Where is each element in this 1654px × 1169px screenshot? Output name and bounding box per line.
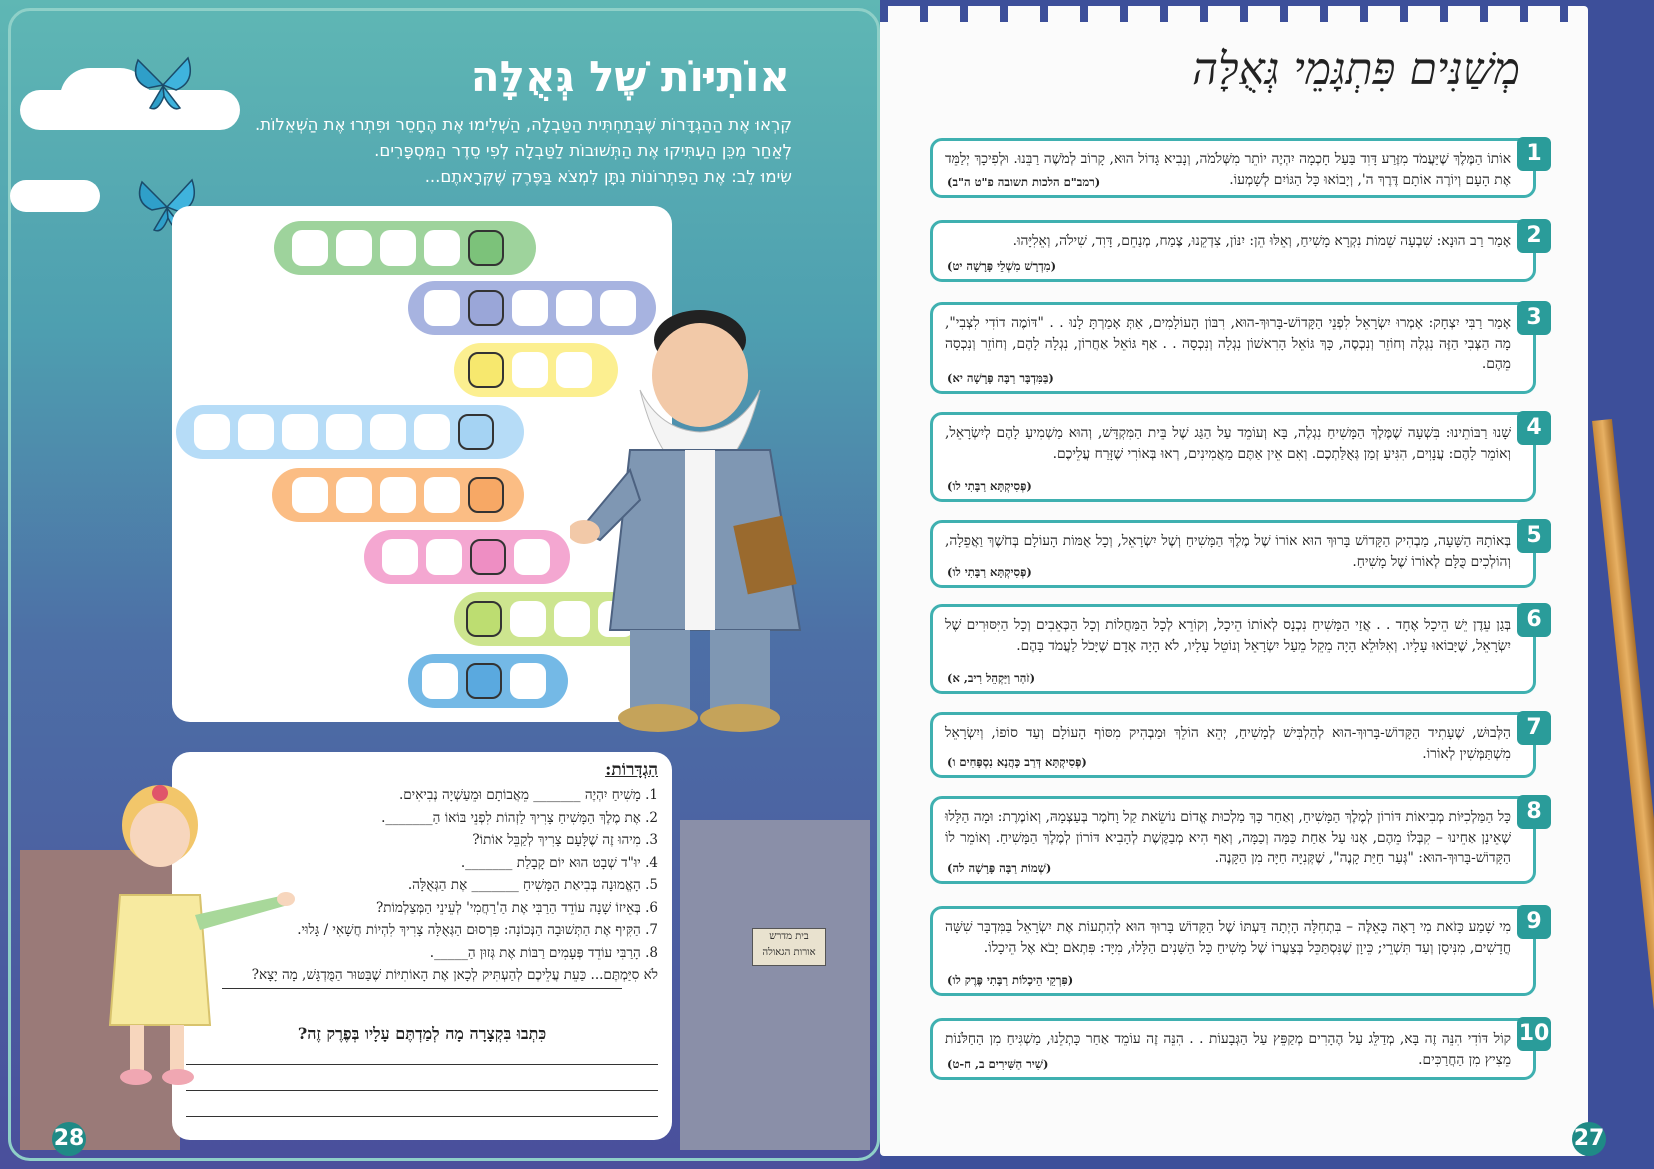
quote-box xyxy=(930,138,1542,198)
puzzle-cell[interactable] xyxy=(370,414,406,450)
cloud-illustration xyxy=(10,180,100,212)
puzzle-cell[interactable] xyxy=(194,414,230,450)
quote-number: 4 xyxy=(1517,411,1551,445)
puzzle-cell[interactable] xyxy=(238,414,274,450)
puzzle-key-cell[interactable] xyxy=(458,414,494,450)
quote-text: קוֹל דּוֹדִי הִנֵּה זֶה בָּא, מְדַלֵּג עַל הֶהָרִים מְקַפֵּץ עַל הַגְּבָעוֹת . . הִנֵּה זֶה עוֹמֵד אַחַר כָּתְלֵנוּ, מַשְׁגִּיחַ מִן הַחַלֹּנוֹת מֵצִיץ מִן הַחֲרַכִּים. xyxy=(945,1031,1511,1068)
butterfly-icon xyxy=(128,50,198,120)
puzzle-cell[interactable] xyxy=(512,352,548,388)
quote-number: 8 xyxy=(1517,795,1551,829)
puzzle-cell[interactable] xyxy=(380,477,416,513)
quote-text: אָמַר רַב הוּנָא: שִׁבְעָה שֵׁמוֹת נִקְרָא מָשִׁיחַ, וְאֵלּוּ הֵן: יִנּוֹן, צִדְקֵנוּ, צֶמַח, מְנַחֵם, דָּוִד, שִׁילֹה, וְאֵלִיָּהוּ. xyxy=(1012,233,1511,249)
puzzle-row xyxy=(176,405,524,459)
puzzle-cell[interactable] xyxy=(292,230,328,266)
write-prompt: כִּתְבוּ בִּקְצָרָה מָה לְמַדְתֶּם עָלָיו בְּפֶרֶק זֶה? xyxy=(297,1024,547,1043)
definition-item: 8. הָרַבִּי עוֹדֵד פְּעָמִים רַבּוֹת אֶת גְּזוּן הַ_____. xyxy=(429,944,658,961)
quote-source: (פְּסִיקְתָּא רַבָּתִי לו) xyxy=(947,565,1032,579)
quote-number: 9 xyxy=(1517,905,1551,939)
quote-source: (פְּסִיקְתָּא דְּרַב כָּהֲנָא נִסְפָּחִים ו) xyxy=(947,755,1087,769)
quote-number: 5 xyxy=(1517,519,1551,553)
quote-text: אוֹתוֹ הַמֶּלֶךְ שֶׁיַּעֲמֹד מִזֶּרַע דָּוִד בַּעַל חָכְמָה יִהְיֶה יוֹתֵר מִשְּׁלֹמֹה, וְנָבִיא גָּדוֹל הוּא, קָרוֹב לְמֹשֶׁה רַבֵּנוּ. וּלְפִיכָךְ יְלַמֵּד אֶת הָעָם וְיוֹרֶה אוֹתָם דֶּרֶךְ ה', וְיָבוֹאוּ כָּל הַגּוֹיִם לְשָׁמְעוֹ. xyxy=(945,151,1511,188)
puzzle-key-cell[interactable] xyxy=(468,352,504,388)
puzzle-cell[interactable] xyxy=(424,477,460,513)
puzzle-cell[interactable] xyxy=(382,539,418,575)
puzzle-key-cell[interactable] xyxy=(466,601,502,637)
quote-source: (שִׁיר הַשִּׁירִים ב, ח-ט) xyxy=(947,1057,1049,1071)
quote-source: (רמב"ם הלכות תשובה פ"ט ה"ב) xyxy=(947,175,1101,189)
puzzle-cell[interactable] xyxy=(510,663,546,699)
quote-text: הַלְּבוּשׁ, שֶׁעָתִיד הַקָּדוֹשׁ-בָּרוּךְ-הוּא לְהַלְבִּישׁ לְמָשִׁיחַ, יְהֵא הוֹלֵךְ וּמַבְהִיק מִסּוֹף הָעוֹלָם וְעַד סוֹפוֹ, וְיִשְׂרָאֵל מִשְׁתַּמְּשִׁין לְאוֹרוֹ. xyxy=(945,725,1511,762)
instruction-line: שִׂימוּ לֵב: אֶת הַפִּתְרוֹנוֹת נִתָּן לִמְצֹא בַּפֶּרֶק שֶׁקְּרָאתֶם... xyxy=(424,167,792,186)
quote-source: (פִּרְקֵי הֵיכָלוֹת רַבָּתִי פֶּרֶק לו) xyxy=(947,973,1074,987)
page-number: 28 xyxy=(52,1122,86,1156)
puzzle-cell[interactable] xyxy=(282,414,318,450)
notepad-binding xyxy=(880,0,1588,22)
answer-line[interactable] xyxy=(186,1116,658,1117)
quote-text: בְּאוֹתָהּ הַשָּׁעָה, מַבְהִיק הַקָּדוֹשׁ בָּרוּךְ הוּא אוֹרוֹ שֶׁל מֶלֶךְ הַמָּשִׁיחַ וְשֶׁל יִשְׂרָאֵל, וְכָל אֻמּוֹת הָעוֹלָם בְּחֹשֶׁךְ וַאֲפֵלָה, וְהוֹלְכִים כֻּלָּם לְאוֹרוֹ שֶׁל מָשִׁיחַ. xyxy=(945,533,1511,570)
definitions-header: הַגְדָּרוֹת: xyxy=(605,760,658,780)
quote-source: (שְׁמוֹת רַבָּה פָּרָשָׁה לה) xyxy=(947,861,1052,875)
quote-number: 1 xyxy=(1517,137,1551,171)
quote-text: כָּל הַמַּלְכִיּוֹת מְבִיאוֹת דּוֹרוֹן לְמֶלֶךְ הַמָּשִׁיחַ, וְאַחַר כָּךְ מַלְכוּת אֱדוֹם נוֹשֵׂאת קַל וָחֹמֶר בְּעַצְמָהּ, וְאוֹמֶרֶת: וּמָה הַלָּלוּ שֶׁאֵינָן אַחֵינוּ – קִבְּלוֹ מֵהֶם, אָנוּ עַל אַחַת כַּמָּה וְכַמָּה, וְאַף הִיא מְבַקֶּשֶׁת לְהָבִיא דּוֹרוֹן לְמֶלֶךְ הַמָּשִׁיחַ. וְאוֹמֵר לוֹ הַקָּדוֹשׁ-בָּרוּךְ-הוּא: "גְּעַר חַיַּת קָנֶה", שֶׁקְּנִיָּה חַיָּה מִן הַקָּנֶה. xyxy=(945,809,1511,866)
quote-box xyxy=(930,1018,1550,1080)
puzzle-key-cell[interactable] xyxy=(468,230,504,266)
puzzle-cell[interactable] xyxy=(414,414,450,450)
quote-number: 7 xyxy=(1517,711,1551,745)
quote-box xyxy=(930,796,1542,884)
puzzle-cell[interactable] xyxy=(326,414,362,450)
puzzle-cell[interactable] xyxy=(424,230,460,266)
quote-box xyxy=(930,906,1542,996)
puzzle-cell[interactable] xyxy=(514,539,550,575)
puzzle-cell[interactable] xyxy=(426,539,462,575)
definition-item: 6. בְּאֵיזוֹ שָׁנָה עוֹדֵד הַרַבִּי אֶת הַ'רַחֲמִי' לְעֵינֵי הַמְּצַלְמוֹת? xyxy=(375,899,658,916)
puzzle-cell[interactable] xyxy=(422,663,458,699)
quote-number: 6 xyxy=(1517,603,1551,637)
puzzle-cell[interactable] xyxy=(336,230,372,266)
quote-source: (בַּמִּדְבָּר רַבָּה פָּרָשָׁה יא) xyxy=(947,371,1054,385)
quote-text: בְּגַן עֵדֶן יֵשׁ הֵיכָל אֶחָד . . אֲזַי הַמָּשִׁיחַ נִכְנָס לְאוֹתוֹ הֵיכָל, וְקוֹרֵא לְכָל הַמַּחֲלוֹת וְכָל הַכְּאֵבִים וְכָל הַיִּסּוּרִים שֶׁל יִשְׂרָאֵל, שֶׁיָּבוֹאוּ עָלָיו. וְאִלּוּלֵא הָיָה מֵקֵל מֵעַל יִשְׂרָאֵל וְנוֹטֵל עָלָיו, לֹא הָיָה אָדָם שֶׁיָּכֹל לַעֲמֹד בָּהֶם. xyxy=(945,617,1511,654)
definition-item: 4. יוּ"ד שְׁבָט הוּא יוֹם קָבָלַת _______. xyxy=(460,854,658,871)
building-sign: בית מדרש אורות הגאולה xyxy=(752,928,826,966)
instructions xyxy=(170,112,792,190)
definition-item: 2. אֶת מֶלֶךְ הַמָּשִׁיחַ צָרִיךְ לַזְהוֹת לִפְנֵי בּוֹאוֹ הַ_______. xyxy=(381,809,658,826)
puzzle-cell[interactable] xyxy=(512,290,548,326)
puzzle-row xyxy=(408,654,568,708)
hidden-word-question: לֹא סִיַּמְתֶּם... כַּעֵת עֲלֵיכֶם לְהַעְתִּיק לְכָאן אֶת הָאוֹתִיּוֹת שֶׁבַּטּוּר הַמֻּדְגָּשׁ, מָה יָצָא? xyxy=(251,967,658,983)
quote-number: 3 xyxy=(1517,301,1551,335)
puzzle-cell[interactable] xyxy=(336,477,372,513)
quote-number: 2 xyxy=(1517,219,1551,253)
quote-number: 10 xyxy=(1517,1017,1551,1051)
quote-text: שָׁנוּ רַבּוֹתֵינוּ: בִּשְׁעָה שֶׁמֶּלֶךְ הַמָּשִׁיחַ נִגְלֶה, בָּא וְעוֹמֵד עַל הַגַּג שֶׁל בֵּית הַמִּקְדָּשׁ, וְהוּא מַשְׁמִיעַ לָהֶם לְיִשְׂרָאֵל, וְאוֹמֵר לָהֶם: עֲנָוִים, הִגִּיעַ זְמַן גְּאֻלַּתְכֶם. וְאִם אֵין אַתֶּם מַאֲמִינִים, רְאוּ בְּאוֹרִי שֶׁזָּרַח עֲלֵיכֶם. xyxy=(945,425,1511,462)
quote-source: (זֹהַר וַיַּקְהֵל רִיב, א) xyxy=(947,671,1036,685)
page-title: אוֹתִיּוֹת שֶׁל גְּאֻלָּה xyxy=(470,52,790,101)
quote-box xyxy=(930,412,1542,502)
puzzle-row xyxy=(272,468,524,522)
puzzle-key-cell[interactable] xyxy=(468,290,504,326)
building-illustration xyxy=(680,820,870,1150)
definition-item: 3. מִיהוּ זֶה שֶׁלָּעָם צָרִיךְ לְקַבֵּל אוֹתוֹ? xyxy=(472,832,658,848)
page-title: מְשַׁנִּים פִּתְגָּמֵי גְּאֻלָּה xyxy=(1192,44,1520,95)
instruction-line: לְאַחַר מִכֵּן הַעְתִּיקוּ אֶת הַתְּשׁוּבוֹת לַטַּבְלָה לְפִי סֵדֶר הַמִּסְפָּרִים. xyxy=(374,141,792,160)
instruction-line: קִרְאוּ אֶת הַהַגְדָּרוֹת שֶׁבְּתַחְתִּית הַטַּבְלָה, הַשְׁלִימוּ אֶת הֶחָסֵר וּפִתְרוּ אֶת הַשְּׁאֵלוֹת. xyxy=(254,115,792,134)
quote-source: (פְּסִיקְתָּא רַבָּתִי לו) xyxy=(947,479,1032,493)
quote-box xyxy=(930,302,1542,394)
definition-item: 5. הָאֱמוּנָה בְּבִיאַת הַמָּשִׁיחַ _______ אֶת הַגְּאֻלָּה. xyxy=(407,877,658,893)
quote-text: מִי שָׁמַע כָּזֹאת מִי רָאָה כָּאֵלֶּה – בִּתְחִלָּה הָיְתָה דַּעְתּוֹ שֶׁל הַקָּדוֹשׁ בָּרוּךְ הוּא לְהִתְעוֹת אֶת יִשְׂרָאֵל בַּמִּדְבָּר שִׁשָּׁה חֳדָשִׁים, מִנִּיסָן וְעַד תִּשְׁרֵי; כֵּיוָן שֶׁנִּסְתַּכֵּל בְּצַעֲרוֹ שֶׁל מָשִׁיחַ כָּל הַשָּׁנִים הַלָּלוּ, מִיָּד: פִּתְאֹם יָבֹא אֶל הֵיכָלוֹ. xyxy=(945,919,1511,956)
puzzle-cell[interactable] xyxy=(510,601,546,637)
puzzle-row xyxy=(364,530,570,584)
girl-illustration xyxy=(100,775,300,1095)
quote-box xyxy=(930,604,1542,694)
puzzle-key-cell[interactable] xyxy=(466,663,502,699)
quote-box xyxy=(930,520,1542,588)
definition-item: 1. מָשִׁיחַ יִהְיֶה _______ מֵאֲבוֹתָם וּמֵעַשְׁיָה נְבִיאִים. xyxy=(398,787,658,803)
puzzle-row xyxy=(274,221,536,275)
puzzle-cell[interactable] xyxy=(380,230,416,266)
puzzle-key-cell[interactable] xyxy=(470,539,506,575)
quote-box xyxy=(930,712,1542,778)
rabbi-illustration xyxy=(570,300,830,740)
puzzle-cell[interactable] xyxy=(292,477,328,513)
puzzle-cell[interactable] xyxy=(424,290,460,326)
quote-source: (מִדְרָשׁ מִשְׁלֵי פָּרָשָׁה יט) xyxy=(947,259,1057,273)
definition-item: 7. הַקִּיף אֶת הַתְּשׁוּבָה הַנְּכוֹנָה: פִּרְסוּם הַגְּאֻלָּה צָרִיךְ לִהְיוֹת חֲשָׁאִי / גָּלוּי. xyxy=(297,922,658,938)
page-number: 27 xyxy=(1572,1122,1606,1156)
puzzle-key-cell[interactable] xyxy=(468,477,504,513)
quote-text: אָמַר רַבִּי יִצְחָק: אָמְרוּ יִשְׂרָאֵל לִפְנֵי הַקָּדוֹשׁ-בָּרוּךְ-הוּא, רִבּוֹן הָעוֹלָמִים, אַתְּ אָמַרְתָּ לָנוּ . . "דּוֹמֶה דוֹדִי לִצְבִי", מָה הַצְּבִי הַזֶּה נִגְלֶה וְחוֹזֵר וְנִכְסֶה, כָּךְ גּוֹאֵל הָרִאשׁוֹן נִגְלָה וְנִכְסָה . . אַף גּוֹאֵל אַחֲרוֹן, נִגְלָה לָהֶם, וְחוֹזֵר וְנִכְסָה מֵהֶם. xyxy=(945,315,1511,372)
quote-box xyxy=(930,220,1542,282)
